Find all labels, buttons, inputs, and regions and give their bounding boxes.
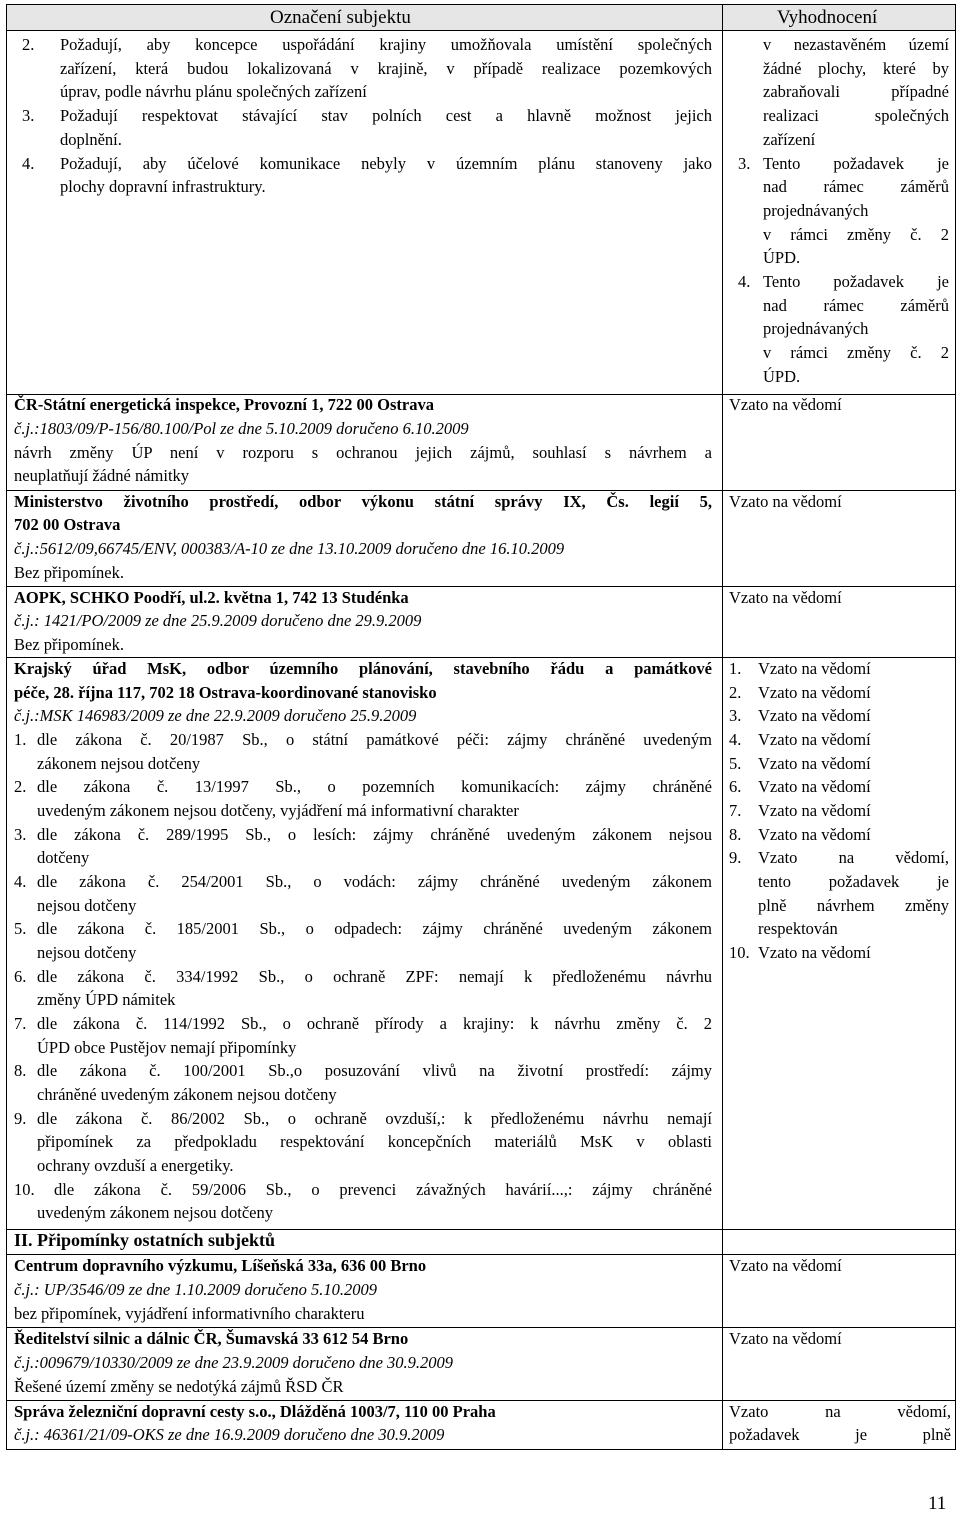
eval-number: 5. [729, 754, 742, 773]
eval-line: nad rámec záměrů [763, 296, 949, 315]
item-number: 8. [14, 1061, 27, 1080]
section-title: II. Připomínky ostatních subjektů [14, 1230, 276, 1250]
header-evaluation: Vyhodnocení [777, 7, 878, 28]
eval-line: zařízení [763, 130, 816, 149]
header-subject: Označení subjektu [270, 7, 411, 28]
text-line: nejsou dotčeny [37, 943, 137, 962]
subject-title: 702 00 Ostrava [14, 515, 121, 534]
item-number: 10. [14, 1180, 35, 1199]
eval-line: plně návrhem změny [758, 896, 949, 915]
text-line: dle zákona č. 86/2002 Sb., o ochraně ovzduší,: k předloženému návrhu nemají [37, 1109, 712, 1128]
item-number: 4. [22, 154, 35, 173]
evaluation-text: Vzato na vědomí [729, 588, 842, 607]
subject-title: Centrum dopravního výzkumu, Líšeňská 33a, 636 00 Brno [14, 1256, 427, 1275]
eval-line: Vzato na vědomí [758, 777, 871, 796]
item-number: 5. [14, 919, 27, 938]
item-number: 9. [14, 1109, 27, 1128]
eval-line: tento požadavek je [758, 872, 949, 891]
subject-reference: č.j.: UP/3546/09 ze dne 1.10.2009 doručeno 5.10.2009 [14, 1280, 377, 1299]
subject-text: Bez připomínek. [14, 635, 124, 654]
eval-number: 9. [729, 848, 742, 867]
subject-title: Ředitelství silnic a dálnic ČR, Šumavská 33 612 54 Brno [14, 1329, 409, 1348]
eval-number: 2. [729, 683, 742, 702]
column-divider [722, 5, 723, 1449]
eval-line: nad rámec záměrů [763, 177, 949, 196]
eval-line: projednávaných [763, 319, 869, 338]
subject-text: Bez připomínek. [14, 563, 124, 582]
eval-line: zabraňovali případné [763, 82, 949, 101]
eval-number: 10. [729, 943, 750, 962]
text-line: dle zákona č. 185/2001 Sb., o odpadech: zájmy chráněné uvedeným zákonem [37, 919, 712, 938]
eval-line: ÚPD. [763, 367, 801, 386]
item-number: 2. [22, 35, 35, 54]
text-line: dle zákona č. 334/1992 Sb., o ochraně ZPF: nemají k předloženému návrhu [37, 967, 712, 986]
text-line: uvedeným zákonem nejsou dotčeny, vyjádření má informativní charakter [37, 801, 519, 820]
subject-title: Krajský úřad MsK, odbor územního plánování, stavebního řádu a památkové [14, 659, 712, 678]
eval-number: 4. [738, 272, 751, 291]
eval-line: Tento požadavek je [763, 272, 949, 291]
eval-line: Vzato na vědomí [758, 683, 871, 702]
text-line: Požadují, aby účelové komunikace nebyly v územním plánu stanoveny jako [60, 154, 712, 173]
text-line: připomínek za předpokladu respektování koncepčních materiálů MsK v oblasti [37, 1132, 712, 1151]
eval-line: respektován [758, 919, 838, 938]
subject-reference: č.j.:009679/10330/2009 ze dne 23.9.2009 doručeno dne 30.9.2009 [14, 1353, 454, 1372]
subject-title: Správa železniční dopravní cesty s.o., Dlážděná 1003/7, 110 00 Praha [14, 1402, 496, 1421]
evaluation-text: Vzato na vědomí [729, 1256, 842, 1275]
table-header [7, 5, 955, 31]
evaluation-table [6, 4, 956, 1450]
eval-line: Tento požadavek je [763, 154, 949, 173]
item-number: 2. [14, 777, 27, 796]
text-line: dle zákona č. 289/1995 Sb., o lesích: zájmy chráněné uvedeným zákonem nejsou [37, 825, 712, 844]
text-line: zařízení, která budou lokalizovaná v krajině, v případě realizace pozemkových [60, 59, 712, 78]
page-number: 11 [928, 1493, 947, 1514]
eval-line: Vzato na vědomí [758, 801, 871, 820]
text-line: dle zákona č. 114/1992 Sb., o ochraně přírody a krajiny: k návrhu změny č. 2 [37, 1014, 712, 1033]
text-line: dle zákona č. 20/1987 Sb., o státní památkové péči: zájmy chráněné uvedeným [37, 730, 712, 749]
eval-number: 6. [729, 777, 742, 796]
evaluation-text: Vzato na vědomí [729, 395, 842, 414]
subject-title: ČR-Státní energetická inspekce, Provozní 1, 722 00 Ostrava [14, 395, 434, 414]
eval-line: žádné plochy, které by [763, 59, 949, 78]
subject-title: péče, 28. října 117, 702 18 Ostrava-koordinované stanovisko [14, 683, 437, 702]
text-line: dle zákona č. 59/2006 Sb., o prevenci závažných havárií...,: zájmy chráněné [54, 1180, 712, 1199]
text-line: uvedeným zákonem nejsou dotčeny [37, 1203, 273, 1222]
item-number: 7. [14, 1014, 27, 1033]
subject-reference: č.j.:1803/09/P-156/80.100/Pol ze dne 5.10.2009 doručeno 6.10.2009 [14, 419, 469, 438]
subject-text: neuplatňují žádné námitky [14, 466, 190, 485]
subject-text: návrh změny ÚP není v rozporu s ochranou jejich zájmů, souhlasí s návrhem a [14, 443, 712, 462]
eval-line: v rámci změny č. 2 [763, 225, 949, 244]
eval-number: 4. [729, 730, 742, 749]
subject-reference: č.j.: 1421/PO/2009 ze dne 25.9.2009 doručeno dne 29.9.2009 [14, 611, 422, 630]
eval-line: Vzato na vědomí [758, 754, 871, 773]
text-line: Požadují respektovat stávající stav polních cest a hlavně možnost jejich [60, 106, 712, 125]
eval-line: v nezastavěném území [763, 35, 949, 54]
eval-line: projednávaných [763, 201, 869, 220]
subject-text: Řešené území změny se nedotýká zájmů ŘSD ČR [14, 1377, 344, 1396]
text-line: dle zákona č. 13/1997 Sb., o pozemních komunikacích: zájmy chráněné [37, 777, 712, 796]
evaluation-text: Vzato na vědomí [729, 1329, 842, 1348]
eval-line: Vzato na vědomí [758, 825, 871, 844]
text-line: nejsou dotčeny [37, 896, 137, 915]
item-number: 3. [22, 106, 35, 125]
eval-line: v rámci změny č. 2 [763, 343, 949, 362]
item-number: 4. [14, 872, 27, 891]
text-line: chráněné uvedeným zákonem nejsou dotčeny [37, 1085, 337, 1104]
subject-reference: č.j.:MSK 146983/2009 ze dne 22.9.2009 doručeno 25.9.2009 [14, 706, 417, 725]
eval-line: Vzato na vědomí [758, 706, 871, 725]
eval-line: Vzato na vědomí [758, 730, 871, 749]
text-line: dle zákona č. 100/2001 Sb.,o posuzování vlivů na životní prostředí: zájmy [37, 1061, 712, 1080]
text-line: dotčeny [37, 848, 90, 867]
evaluation-text: Vzato na vědomí [729, 492, 842, 511]
eval-number: 7. [729, 801, 742, 820]
eval-number: 8. [729, 825, 742, 844]
text-line: zákonem nejsou dotčeny [37, 754, 201, 773]
item-number: 3. [14, 825, 27, 844]
subject-reference: č.j.:5612/09,66745/ENV, 000383/A-10 ze dne 13.10.2009 doručeno dne 16.10.2009 [14, 539, 565, 558]
text-line: dle zákona č. 254/2001 Sb., o vodách: zájmy chráněné uvedeným zákonem [37, 872, 712, 891]
subject-title: AOPK, SCHKO Poodří, ul.2. května 1, 742 13 Studénka [14, 588, 409, 607]
item-number: 6. [14, 967, 27, 986]
eval-number: 1. [729, 659, 742, 678]
text-line: ochrany ovzduší a energetiky. [37, 1156, 234, 1175]
eval-line: Vzato na vědomí [758, 659, 871, 678]
eval-line: ÚPD. [763, 248, 801, 267]
text-line: úprav, podle návrhu plánu společných zařízení [60, 82, 367, 101]
text-line: změny ÚPD námitek [37, 990, 176, 1009]
eval-number: 3. [729, 706, 742, 725]
evaluation-text: Vzato na vědomí, [729, 1402, 951, 1421]
eval-number: 3. [738, 154, 751, 173]
evaluation-text: požadavek je plně [729, 1425, 951, 1444]
subject-reference: č.j.: 46361/21/09-OKS ze dne 16.9.2009 doručeno dne 30.9.2009 [14, 1425, 445, 1444]
subject-title: Ministerstvo životního prostředí, odbor výkonu státní správy IX, Čs. legií 5, [14, 492, 712, 511]
eval-line: Vzato na vědomí [758, 943, 871, 962]
text-line: plochy dopravní infrastruktury. [60, 177, 266, 196]
item-number: 1. [14, 730, 27, 749]
eval-line: realizaci společných [763, 106, 949, 125]
text-line: ÚPD obce Pustějov nemají připomínky [37, 1038, 297, 1057]
text-line: doplnění. [60, 130, 122, 149]
text-line: Požadují, aby koncepce uspořádání krajiny umožňovala umístění společných [60, 35, 712, 54]
eval-line: Vzato na vědomí, [758, 848, 949, 867]
subject-text: bez připomínek, vyjádření informativního charakteru [14, 1304, 365, 1323]
